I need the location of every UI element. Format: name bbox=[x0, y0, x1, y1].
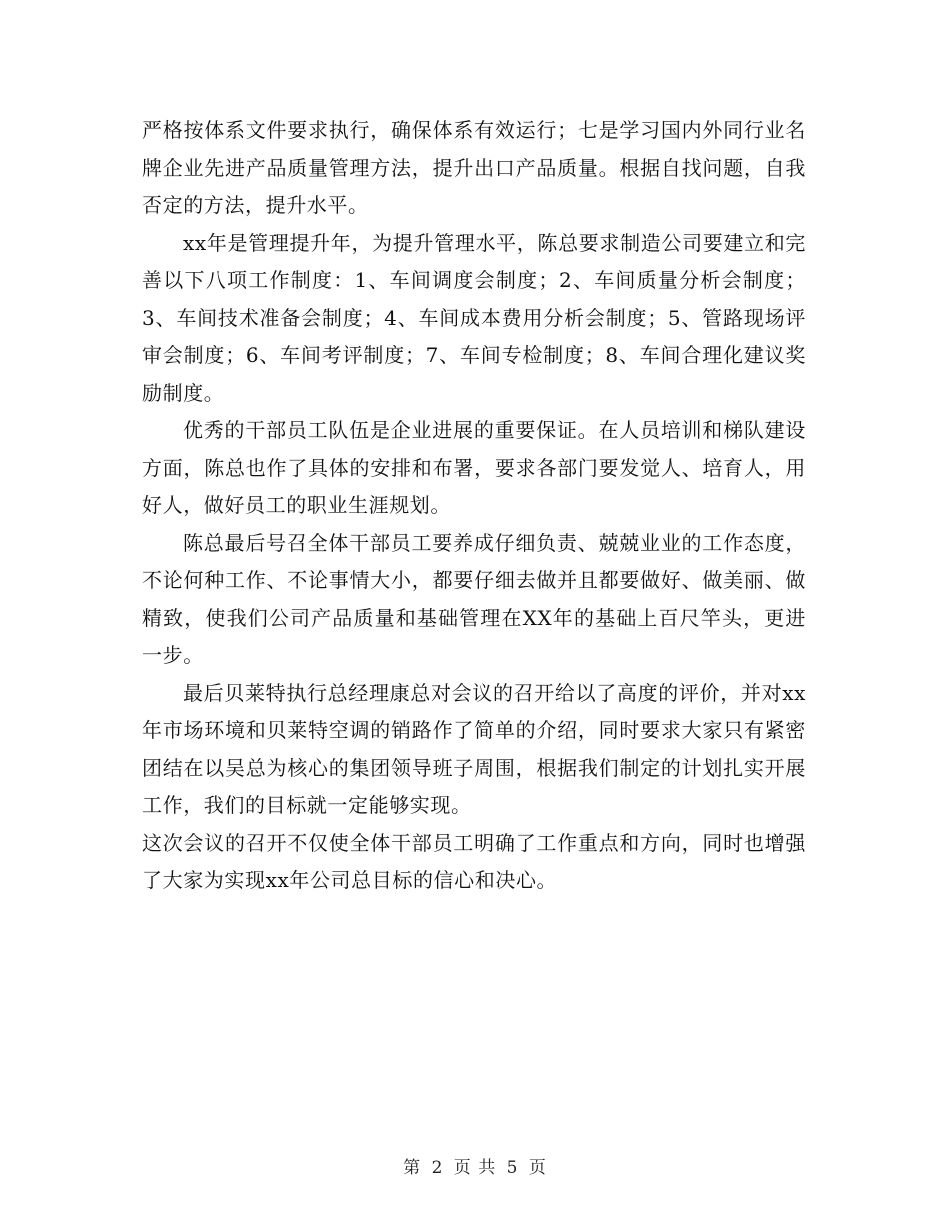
document-body bbox=[142, 112, 806, 900]
footer-middle: 页 共 bbox=[453, 1158, 497, 1178]
total-pages-number: 5 bbox=[506, 1158, 519, 1178]
paragraph: 优秀的干部员工队伍是企业进展的重要保证。在人员培训和梯队建设方面，陈总也作了具体的安排和布署，要求各部门要发觉人、培育人，用好人，做好员工的职业生涯规划。 bbox=[142, 418, 806, 517]
paragraph: xx年是管理提升年，为提升管理水平，陈总要求制造公司要建立和完善以下八项工作制度：1、车间调度会制度；2、车间质量分析会制度；3、车间技术准备会制度；4、车间成本费用分析会制度；5、管路现场评审会制度；6、车间考评制度；7、车间专检制度；8、车间合理化建议奖励制度。 bbox=[142, 230, 806, 405]
paragraph: 严格按体系文件要求执行，确保体系有效运行；七是学习国内外同行业名牌企业先进产品质量管理方法，提升出口产品质量。根据自找问题，自我否定的方法，提升水平。 bbox=[142, 118, 806, 217]
paragraph: 最后贝莱特执行总经理康总对会议的召开给以了高度的评价，并对xx年市场环境和贝莱特空调的销路作了简单的介绍，同时要求大家只有紧密团结在以吴总为核心的集团领导班子周围，根据我们制定的计划扎实开展工作，我们的目标就一定能够实现。 bbox=[142, 680, 806, 817]
footer-suffix: 页 bbox=[528, 1158, 547, 1178]
current-page-number: 2 bbox=[431, 1158, 444, 1178]
paragraph: 这次会议的召开不仅使全体干部员工明确了工作重点和方向，同时也增强了大家为实现xx年公司总目标的信心和决心。 bbox=[142, 830, 806, 892]
page-number-footer bbox=[0, 1153, 950, 1178]
footer-prefix: 第 bbox=[403, 1158, 422, 1178]
paragraph: 陈总最后号召全体干部员工要养成仔细负责、兢兢业业的工作态度，不论何种工作、不论事情大小，都要仔细去做并且都要做好、做美丽、做精致，使我们公司产品质量和基础管理在XX年的基础上百尺竿头，更进一步。 bbox=[142, 530, 806, 667]
